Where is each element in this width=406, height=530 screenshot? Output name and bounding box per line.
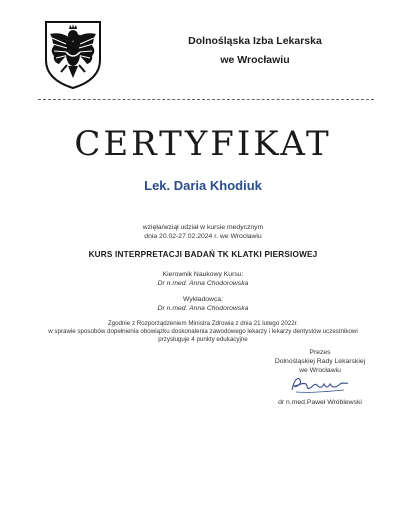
role-line-1: Prezes	[309, 349, 331, 356]
signer-name: dr n.med.Paweł Wróblewski	[278, 399, 362, 406]
lecturer-block	[0, 295, 406, 313]
organization-name	[130, 32, 380, 70]
legal-notice	[0, 320, 406, 344]
certificate-title: CERTYFIKAT	[74, 124, 332, 164]
participation-text: wzięła/wziął udział w kursie medycznym	[142, 224, 264, 231]
org-line-1: Dolnośląska Izba Lekarska	[188, 35, 322, 47]
supervisor-label: Kierownik Naukowy Kursu:	[162, 271, 244, 278]
role-line-3: we Wrocławiu	[299, 367, 341, 374]
supervisor-name: Dr n.med. Anna Chodorowska	[157, 280, 249, 287]
lecturer-label: Wykładowca:	[183, 296, 223, 303]
signatory-role	[240, 348, 400, 375]
legal-line-2: w sprawie sposobów dopełnienia obowiązku doskonalenia zawodowego lekarzy i lekarzy dentystów uczestnikowi	[48, 328, 358, 335]
role-line-2: Dolnośląskiej Rady Lekarskiej	[274, 358, 366, 365]
course-name: KURS INTERPRETACJI BADAŃ TK KLATKI PIERSIOWEJ	[88, 250, 318, 259]
recipient-name: Lek. Daria Khodiuk	[144, 178, 262, 193]
handwritten-signature-icon	[288, 374, 352, 396]
course-dates: dnia 20.02-27.02.2024 r. we Wrocławiu	[144, 233, 262, 240]
black-eagle-shield-icon	[44, 20, 102, 90]
header-divider	[38, 99, 374, 100]
legal-line-3: przysługuje 4 punkty edukacyjne	[158, 336, 248, 343]
participation-block	[0, 223, 406, 241]
lecturer-name: Dr n.med. Anna Chodorowska	[157, 305, 249, 312]
legal-line-1: Zgodnie z Rozporządzeniem Ministra Zdrowia z dnia 21 lutego 2022r.	[107, 320, 299, 327]
org-line-2: we Wrocławiu	[220, 54, 290, 66]
supervisor-block	[0, 270, 406, 288]
